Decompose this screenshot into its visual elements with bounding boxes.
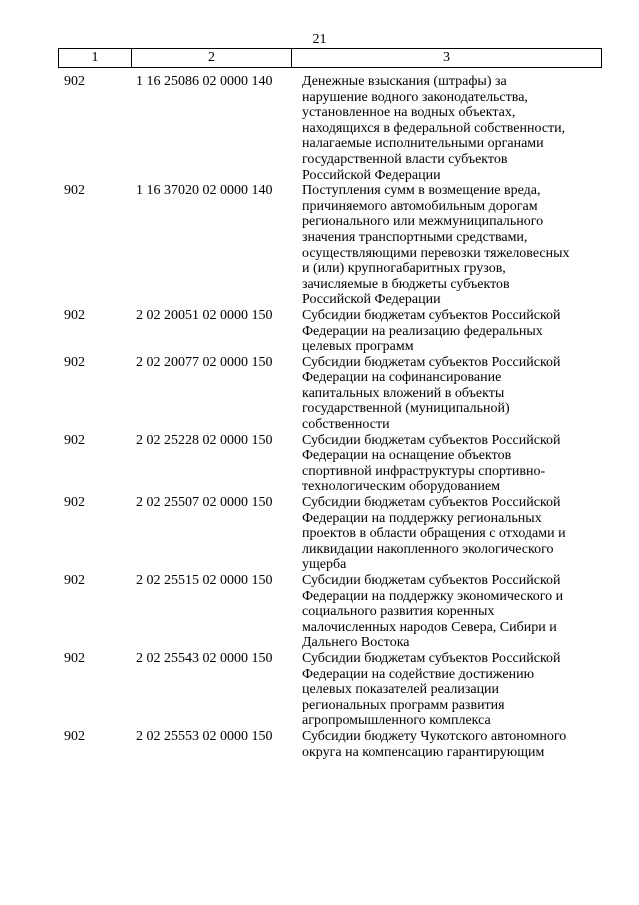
budget-code: 2 02 25228 02 0000 150 — [136, 432, 273, 448]
admin-code: 902 — [64, 432, 85, 448]
admin-code: 902 — [64, 650, 85, 666]
budget-code: 2 02 20077 02 0000 150 — [136, 354, 273, 370]
budget-code: 2 02 25507 02 0000 150 — [136, 495, 273, 511]
budget-code: 2 02 25553 02 0000 150 — [136, 728, 273, 744]
budget-code: 2 02 25515 02 0000 150 — [136, 573, 273, 588]
row-description: Поступления сумм в возмещение вреда, причиняемого автомобильным дорогам регионального или межмуниципального значения транспортными средствами, осуществляющими перевозки тяжеловесных и (или) крупногабаритных грузов, зачисляемые в бюджеты субъектов Российской Федерации — [302, 183, 570, 308]
admin-code: 902 — [64, 573, 85, 588]
admin-code: 902 — [64, 728, 85, 744]
header-col-1: 1 — [59, 49, 132, 67]
admin-code: 902 — [64, 307, 85, 323]
table-row — [64, 573, 604, 651]
row-description: Субсидии бюджетам субъектов Российской Федерации на реализацию федеральных целевых программ — [302, 307, 561, 355]
row-description: Денежные взыскания (штрафы) за нарушение водного законодательства, установленное на водных объектах, находящихся в федеральной собственности, налагаемые исполнительными органами государственной власти субъектов Российской Федерации — [302, 74, 566, 183]
header-col-3: 3 — [443, 50, 450, 65]
admin-code: 902 — [64, 354, 85, 370]
budget-code: 1 16 37020 02 0000 140 — [136, 183, 273, 199]
table-row — [64, 74, 604, 183]
table-row — [64, 651, 604, 729]
table-body — [64, 74, 604, 760]
admin-code: 902 — [64, 74, 85, 89]
row-description: Субсидии бюджетам субъектов Российской Федерации на поддержку экономического и социального развития коренных малочисленных народов Севера, Сибири и Дальнего Востока — [302, 573, 564, 651]
row-description: Субсидии бюджетам субъектов Российской Федерации на оснащение объектов спортивной инфраструктуры спортивно- технологическим оборудованием — [302, 432, 561, 495]
row-description: Субсидии бюджетам субъектов Российской Федерации на содействие достижению целевых показателей реализации региональных программ развития агропромышленного комплекса — [302, 650, 561, 729]
budget-code: 2 02 25543 02 0000 150 — [136, 650, 273, 666]
admin-code: 902 — [64, 183, 85, 199]
row-description: Субсидии бюджету Чукотского автономного округа на компенсацию гарантирующим — [302, 728, 567, 760]
table-row — [64, 495, 604, 573]
table-row — [64, 183, 604, 308]
budget-code: 1 16 25086 02 0000 140 — [136, 74, 273, 89]
row-description: Субсидии бюджетам субъектов Российской Федерации на софинансирование капитальных вложений в объекты государственной (муниципальной) собственности — [302, 354, 561, 433]
table-row — [64, 308, 604, 355]
admin-code: 902 — [64, 495, 85, 511]
budget-code: 2 02 20051 02 0000 150 — [136, 307, 273, 323]
page-number: 21 — [312, 32, 327, 47]
row-description: Субсидии бюджетам субъектов Российской Федерации на поддержку региональных проектов в области обращения с отходами и ликвидации накопленного экологического ущерба — [302, 495, 566, 573]
table-row — [64, 355, 604, 433]
header-col-2: 2 — [132, 49, 292, 67]
table-row — [64, 729, 604, 760]
table-row — [64, 433, 604, 495]
table-header — [58, 48, 602, 68]
